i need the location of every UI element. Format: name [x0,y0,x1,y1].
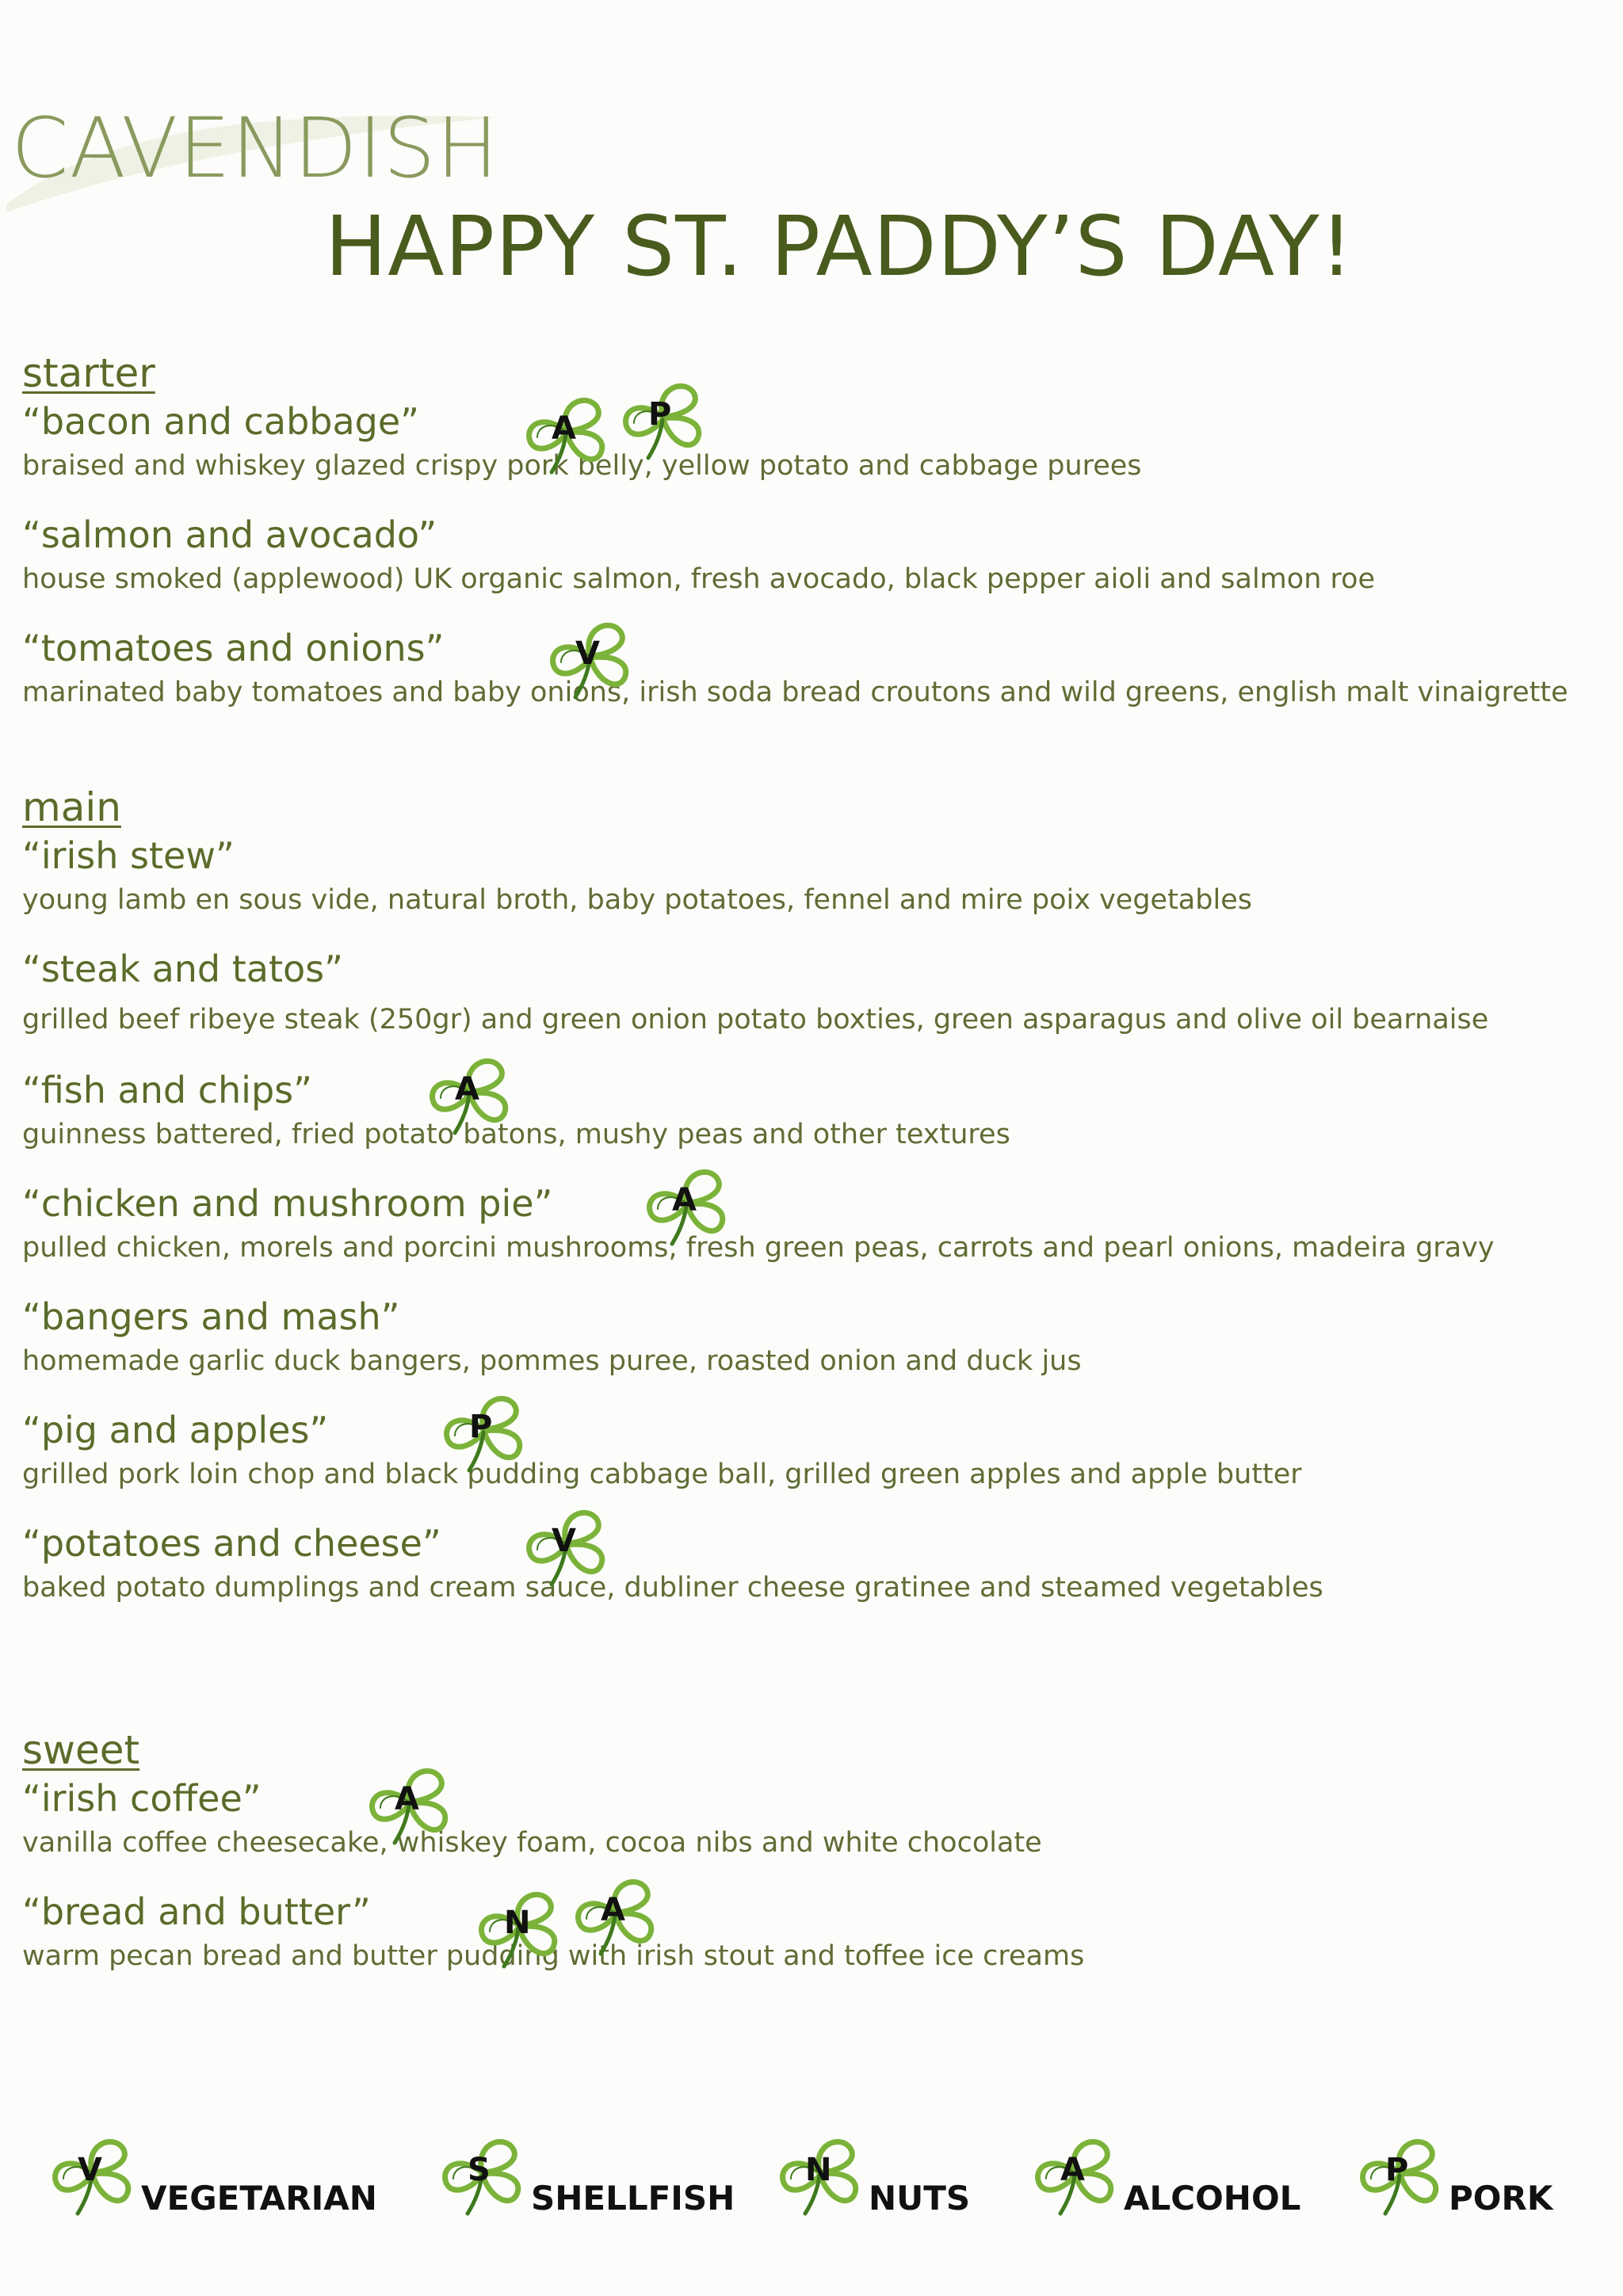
dish-name: “chicken and mushroom pie” [22,1182,553,1225]
dish-name: “bread and butter” [22,1890,371,1933]
shamrock-alcohol-icon [520,390,615,477]
dish-name: “tomatoes and onions” [22,627,445,669]
shamrock-alcohol-icon [1029,2131,1124,2218]
dish-name: “irish coffee” [22,1777,262,1820]
shamrock-letter: V [552,1523,576,1559]
page-title: HAPPY ST. PADDY’S DAY! [325,198,1354,295]
legend-label: SHELLFISH [531,2179,735,2218]
shamrock-letter: V [575,635,600,672]
shamrock-letter: A [601,1892,625,1928]
shamrock-vegetarian-icon [520,1502,615,1589]
dish-description: braised and whiskey glazed crispy pork belly, yellow potato and cabbage purees [22,450,1142,482]
shamrock-letter: P [469,1409,493,1445]
shamrock-nuts-icon [773,2131,869,2218]
dish-description: homemade garlic duck bangers, pommes puree, roasted onion and duck jus [22,1345,1082,1377]
shamrock-letter: P [648,396,672,433]
dish-name: “bacon and cabbage” [22,400,419,443]
shamrock-letter: S [468,2152,491,2188]
shamrock-letter: N [805,2152,832,2188]
dish-description: marinated baby tomatoes and baby onions, irish soda bread croutons and wild greens, english malt vinaigrette [22,677,1568,708]
dish-description: warm pecan bread and butter pudding with irish stout and toffee ice creams [22,1940,1085,1972]
dish-name: “salmon and avocado” [22,513,437,556]
shamrock-letter: V [78,2152,102,2188]
dish-name: “irish stew” [22,834,235,877]
shamrock-alcohol-icon [423,1051,518,1138]
shamrock-letter: A [1060,2152,1085,2188]
shamrock-shellfish-icon [436,2131,531,2218]
shamrock-letter: P [1385,2152,1409,2188]
shamrock-letter: A [455,1071,479,1108]
shamrock-letter: A [395,1781,419,1817]
shamrock-letter: N [504,1905,531,1941]
shamrock-pork-icon [617,376,712,463]
dish-name: “steak and tatos” [22,948,343,990]
dish-description: pulled chicken, morels and porcini mushrooms, fresh green peas, carrots and pearl onions, madeira gravy [22,1232,1495,1264]
legend-label: PORK [1449,2179,1553,2218]
shamrock-vegetarian-icon [544,615,639,702]
shamrock-letter: A [552,410,576,447]
shamrock-vegetarian-icon [46,2131,141,2218]
shamrock-alcohol-icon [363,1760,458,1848]
shamrock-alcohol-icon [569,1871,664,1958]
section-heading-sweet: sweet [22,1727,140,1773]
shamrock-pork-icon [1354,2131,1449,2218]
dish-description: young lamb en sous vide, natural broth, baby potatoes, fennel and mire poix vegetables [22,884,1252,916]
dish-description: baked potato dumplings and cream sauce, dubliner cheese gratinee and steamed vegetables [22,1572,1323,1604]
dish-name: “pig and apples” [22,1409,329,1451]
legend-label: NUTS [869,2179,971,2218]
dish-description: guinness battered, fried potato batons, mushy peas and other textures [22,1119,1010,1150]
cavendish-logo [6,86,514,212]
dish-name: “bangers and mash” [22,1295,400,1338]
shamrock-alcohol-icon [640,1161,735,1249]
dish-description: vanilla coffee cheesecake, whiskey foam, cocoa nibs and white chocolate [22,1827,1042,1859]
legend-label: ALCOHOL [1124,2179,1301,2218]
dish-description: house smoked (applewood) UK organic salmon, fresh avocado, black pepper aioli and salmon roe [22,563,1376,595]
section-heading-starter: starter [22,350,155,396]
dish-name: “potatoes and cheese” [22,1522,441,1565]
shamrock-letter: A [672,1182,697,1219]
section-heading-main: main [22,784,121,830]
legend-label: VEGETARIAN [141,2179,377,2218]
shamrock-pork-icon [437,1388,533,1475]
dish-name: “fish and chips” [22,1069,312,1112]
logo-text: CAVENDISH [11,100,499,196]
shamrock-nuts-icon [472,1884,567,1971]
dish-description: grilled pork loin chop and black pudding cabbage ball, grilled green apples and apple butter [22,1459,1302,1490]
dish-description: grilled beef ribeye steak (250gr) and green onion potato boxties, green asparagus and olive oil bearnaise [22,1004,1489,1035]
